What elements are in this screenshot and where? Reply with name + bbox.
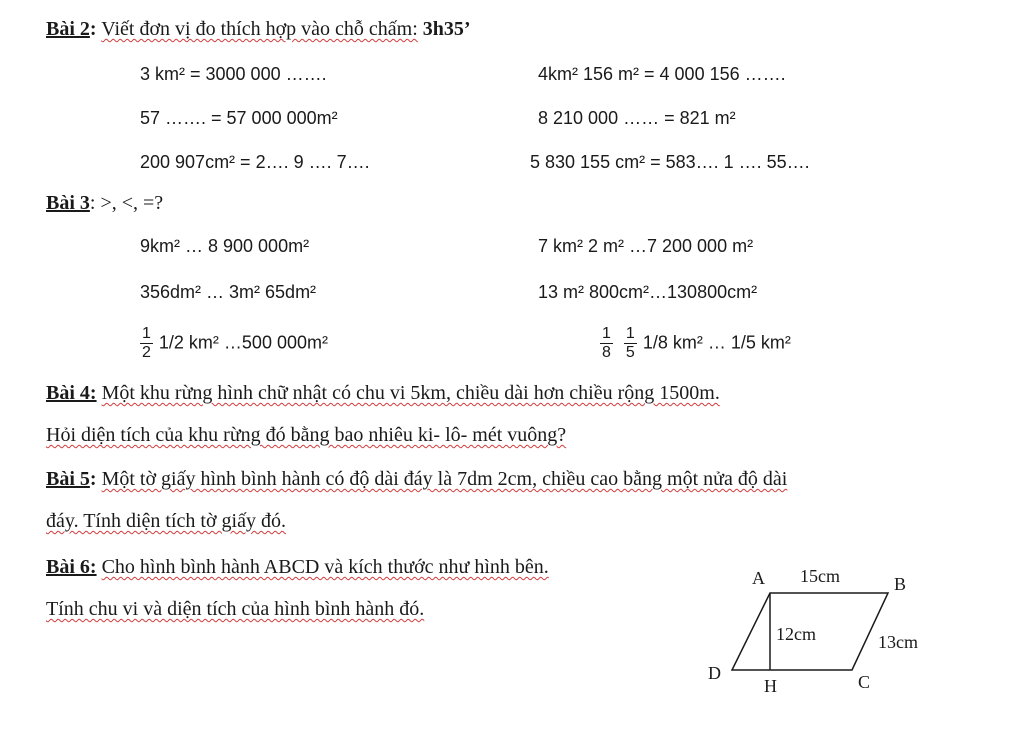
bai3-item-4: 13 m² 800cm²…130800cm² — [538, 282, 758, 302]
bai2-item-5: 200 907cm² = 2…. 9 …. 7…. — [140, 152, 370, 172]
vertex-c-label: C — [858, 672, 871, 692]
bai5-label: Bài 5 — [46, 468, 90, 490]
bai6-label: Bài 6: — [46, 556, 97, 578]
bai2-label: Bài 2 — [46, 18, 90, 40]
vertex-h-label: H — [764, 676, 777, 696]
parallelogram-figure — [690, 560, 950, 700]
vertex-a-label: A — [752, 568, 765, 588]
bai2-time: 3h35’ — [422, 18, 471, 40]
bai6-line-2: Tính chu vi và diện tích của hình bình hành đó. — [46, 598, 425, 620]
vertex-b-label: B — [894, 574, 907, 594]
bai6-line-1: Bài 6: Cho hình bình hành ABCD và kích thước như hình bên. — [46, 556, 549, 578]
bai2-item-3: 57 ……. = 57 000 000m² — [140, 108, 338, 128]
bai3-label: Bài 3 — [46, 192, 90, 214]
bai5-line-1: Bài 5: Một tờ giấy hình bình hành có độ dài đáy là 7dm 2cm, chiều cao bằng một nửa độ dài — [46, 468, 788, 490]
bai5-line-2: đáy. Tính diện tích tờ giấy đó. — [46, 510, 286, 532]
bai3-item-1: 9km² … 8 900 000m² — [140, 236, 310, 256]
side-label: 13cm — [878, 632, 918, 652]
bai3-item-5: $\frac{1}{2}$ 1/2 km² …500 000m² — [142, 325, 328, 362]
bai3-item-2: 7 km² 2 m² …7 200 000 m² — [538, 236, 754, 256]
fraction-one-eighth: $\frac{1}{8}$ — [602, 325, 611, 362]
bai3-item-6: $\frac{1}{8}$ $\frac{1}{5}$ 1/8 km² … 1/5 km² — [602, 325, 791, 362]
bai3-item-3: 356dm² … 3m² 65dm² — [140, 282, 317, 302]
vertex-d-label: D — [708, 663, 721, 683]
bai2-instruction: Viết đơn vị đo thích hợp vào chỗ chấm: — [101, 18, 418, 40]
bai2-item-1: 3 km² = 3000 000 ……. — [140, 64, 327, 84]
bai2-item-6: 5 830 155 cm² = 583…. 1 …. 55…. — [530, 152, 810, 172]
bai3-instruction: : >, <, =? — [89, 192, 164, 214]
top-side-label: 15cm — [800, 566, 840, 586]
bai4-line-2: Hỏi diện tích của khu rừng đó bằng bao nhiêu ki- lô- mét vuông? — [46, 424, 567, 446]
bai4-line-1: Bài 4: Một khu rừng hình chữ nhật có chu vi 5km, chiều dài hơn chiều rộng 1500m. — [46, 382, 720, 404]
bai2-item-4: 8 210 000 …… = 821 m² — [538, 108, 736, 128]
bai2-item-2: 4km² 156 m² = 4 000 156 ……. — [538, 64, 786, 84]
bai3-heading — [46, 192, 163, 215]
fraction-one-fifth: $\frac{1}{5}$ — [625, 325, 635, 362]
height-label: 12cm — [776, 624, 816, 644]
bai4-label: Bài 4: — [46, 382, 97, 404]
bai2-heading: Bài 2: Viết đơn vị đo thích hợp vào chỗ chấm: 3h35’ — [46, 18, 471, 40]
fraction-one-half: $\frac{1}{2}$ — [142, 325, 151, 362]
